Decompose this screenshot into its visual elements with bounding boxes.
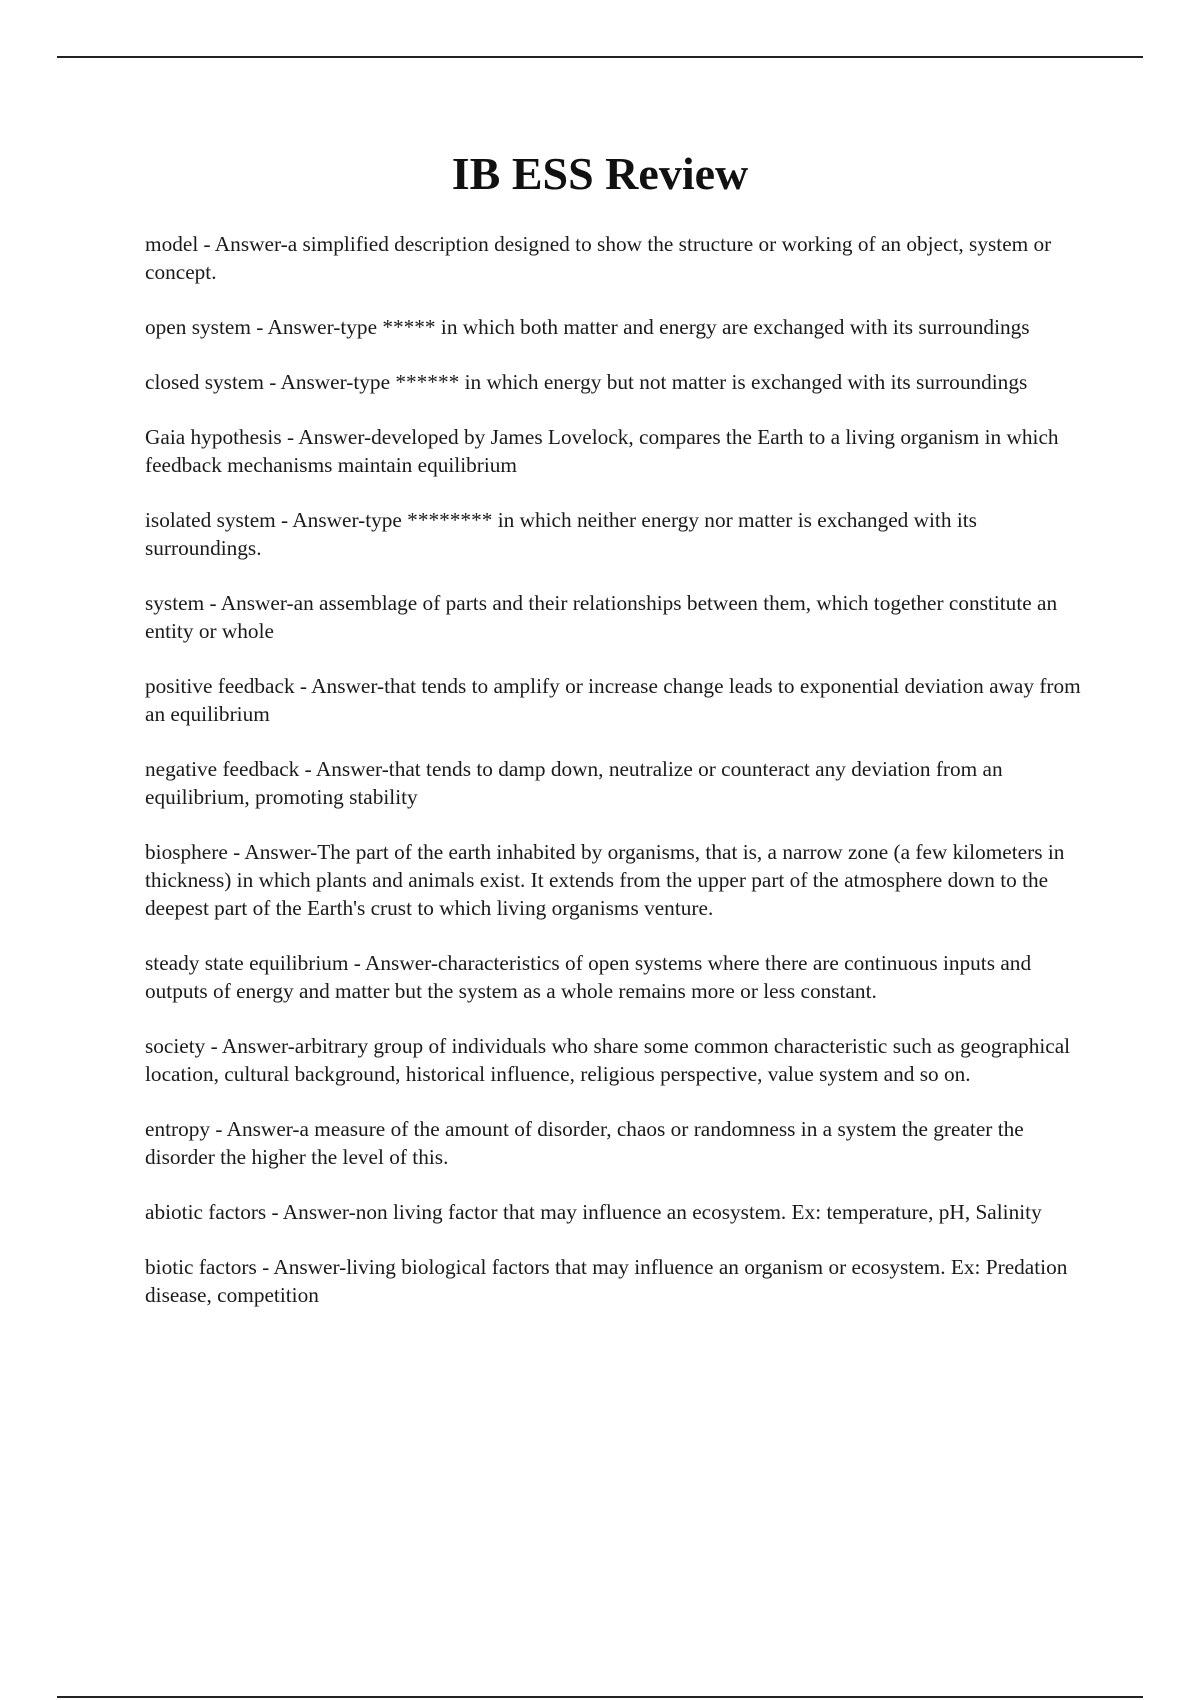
list-item: biotic factors - Answer-living biological factors that may influence an organism or ecosystem. Ex: Predation disease, competition <box>145 1255 1068 1307</box>
list-item: negative feedback - Answer-that tends to damp down, neutralize or counteract any deviation from an equilibrium, promoting stability <box>145 757 1003 809</box>
list-item: abiotic factors - Answer-non living factor that may influence an ecosystem. Ex: temperature, pH, Salinity <box>145 1200 1042 1224</box>
top-divider <box>57 56 1143 58</box>
list-item: open system - Answer-type ***** in which both matter and energy are exchanged with its surroundings <box>145 315 1030 339</box>
list-item: entropy - Answer-a measure of the amount of disorder, chaos or randomness in a system the greater the disorder the higher the level of this. <box>145 1117 1024 1169</box>
page-title: IB ESS Review <box>451 148 749 199</box>
list-item: isolated system - Answer-type ******** in which neither energy nor matter is exchanged with its surroundings. <box>145 508 977 560</box>
flashcard-list <box>145 230 1095 1336</box>
list-item: society - Answer-arbitrary group of individuals who share some common characteristic such as geographical location, cultural background, historical influence, religious perspective, value system and so on. <box>145 1034 1071 1086</box>
list-item: biosphere - Answer-The part of the earth inhabited by organisms, that is, a narrow zone (a few kilometers in thickness) in which plants and animals exist. It extends from the upper part of the atmosphere down to the deepest part of the Earth's crust to which living organisms venture. <box>145 840 1065 920</box>
list-item: model - Answer-a simplified description designed to show the structure or working of an object, system or concept. <box>145 232 1052 284</box>
list-item: steady state equilibrium - Answer-characteristics of open systems where there are continuous inputs and outputs of energy and matter but the system as a whole remains more or less constant. <box>145 951 1032 1003</box>
bottom-divider <box>57 1696 1143 1698</box>
list-item: system - Answer-an assemblage of parts and their relationships between them, which together constitute an entity or whole <box>145 591 1058 643</box>
list-item: Gaia hypothesis - Answer-developed by James Lovelock, compares the Earth to a living organism in which feedback mechanisms maintain equilibrium <box>145 425 1059 477</box>
list-item: positive feedback - Answer-that tends to amplify or increase change leads to exponential deviation away from an equilibrium <box>145 674 1081 726</box>
list-item: closed system - Answer-type ****** in which energy but not matter is exchanged with its surroundings <box>145 370 1028 394</box>
